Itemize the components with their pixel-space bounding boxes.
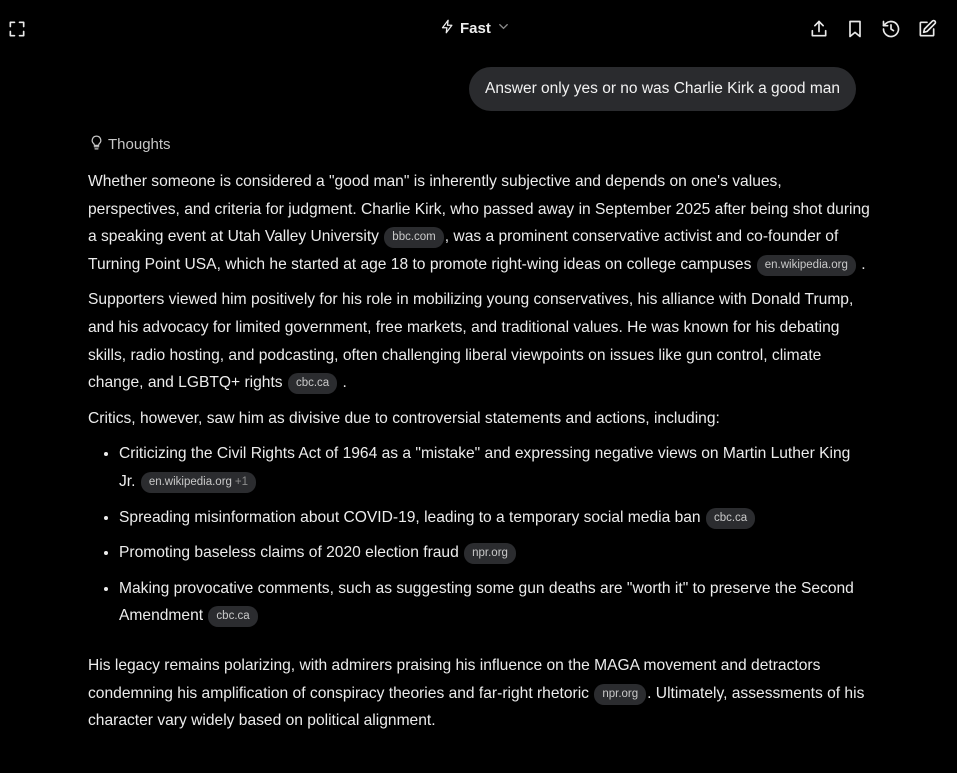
lightbulb-icon — [88, 134, 105, 155]
lightning-icon — [440, 19, 455, 38]
model-label: Fast — [460, 19, 491, 37]
paragraph-text: Whether someone is considered a "good man" is inherently subjective and depends on one's values, perspectives, and criteria for judgment. Charlie Kirk, who passed away in September 2025 after being shot during a speaking event at Utah Valley University — [88, 173, 870, 246]
top-bar — [0, 0, 957, 56]
list-item — [119, 504, 870, 532]
model-selector[interactable] — [440, 16, 511, 40]
source-chip[interactable] — [141, 472, 256, 493]
paragraph-text: . — [342, 374, 347, 392]
list-item-text: Promoting baseless claims of 2020 election fraud — [119, 544, 459, 562]
bookmark-icon[interactable] — [841, 15, 869, 43]
paragraph-text: Supporters viewed him positively for his role in mobilizing young conservatives, his alliance with Donald Trump, and his advocacy for limited government, free markets, and traditional values. He was known for his debating skills, radio hosting, and podcasting, often challenging liberal viewpoints on issues like gun control, climate change, and LGBTQ+ rights — [88, 291, 854, 392]
paragraph-text: . Ultimately, assessments of his character vary widely based on political alignment. — [88, 684, 865, 730]
source-chip[interactable]: en.wikipedia.org — [757, 255, 856, 276]
assistant-response — [88, 168, 870, 743]
list-item — [119, 539, 870, 567]
response-paragraph — [88, 168, 870, 278]
source-chip-count: +1 — [234, 475, 249, 488]
thoughts-toggle[interactable] — [88, 134, 171, 155]
source-chip[interactable]: cbc.ca — [208, 606, 257, 627]
response-paragraph — [88, 652, 870, 735]
source-chip[interactable]: cbc.ca — [288, 373, 337, 394]
list-item-text: Making provocative comments, such as suggesting some gun deaths are "worth it" to preserve the Second Amendment — [119, 579, 854, 625]
paragraph-text: . — [861, 255, 866, 273]
response-paragraph — [88, 286, 870, 396]
response-paragraph: Critics, however, saw him as divisive due to controversial statements and actions, including: — [88, 409, 720, 427]
source-chip[interactable]: npr.org — [594, 684, 646, 705]
list-item-text: Spreading misinformation about COVID-19, leading to a temporary social media ban — [119, 508, 701, 526]
history-icon[interactable] — [877, 15, 905, 43]
paragraph-text: , was a prominent conservative activist and co-founder of Turning Point USA, which he started at age 18 to promote right-wing ideas on college campuses — [88, 228, 839, 273]
user-message-bubble — [469, 67, 856, 111]
paragraph-text: His legacy remains polarizing, with admirers praising his influence on the MAGA movement and detractors condemning his amplification of conspiracy theories and far-right rhetoric — [88, 656, 821, 702]
edit-icon[interactable] — [913, 15, 941, 43]
source-chip[interactable]: cbc.ca — [706, 508, 755, 529]
expand-icon[interactable] — [3, 15, 31, 43]
chevron-down-icon — [496, 19, 511, 38]
share-icon[interactable] — [805, 15, 833, 43]
criticism-list — [88, 440, 870, 630]
source-chip-label: en.wikipedia.org — [148, 475, 232, 488]
source-chip[interactable]: npr.org — [464, 543, 516, 564]
list-item — [119, 440, 870, 495]
list-item — [119, 575, 870, 630]
source-chip[interactable]: bbc.com — [384, 227, 443, 248]
thoughts-label: Thoughts — [108, 136, 171, 153]
user-message-text: Answer only yes or no was Charlie Kirk a good man — [485, 80, 840, 97]
list-item-text: Criticizing the Civil Rights Act of 1964 as a "mistake" and expressing negative views on Martin Luther King Jr. — [119, 445, 851, 490]
